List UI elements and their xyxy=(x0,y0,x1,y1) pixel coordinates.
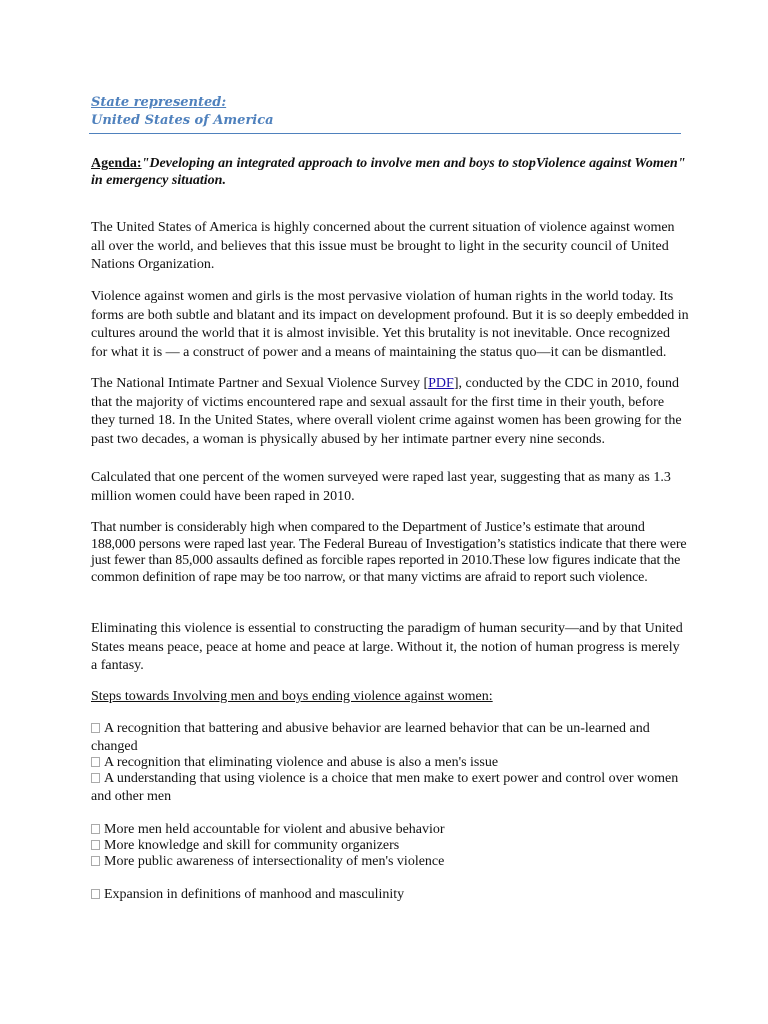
list-item-text: More knowledge and skill for community organizers xyxy=(104,838,400,853)
survey-text-start: The National Intimate Partner and Sexual Violence Survey [ xyxy=(91,376,429,391)
list-item xyxy=(91,854,689,870)
agenda xyxy=(91,155,691,189)
list-item-text: A recognition that eliminating violence and abuse is also a men's issue xyxy=(104,755,499,770)
paragraph-eliminating-violence: Eliminating this violence is essential to constructing the paradigm of human security—and by that United States means peace, peace at home and peace at large. Without it, the notion of human progress is merely a fantasy. xyxy=(91,621,683,673)
bullet-box-icon xyxy=(91,723,100,733)
bullet-box-icon xyxy=(91,773,100,783)
list-item xyxy=(91,770,689,806)
state-represented-label: State represented: xyxy=(91,95,227,110)
bullet-box-icon xyxy=(91,824,100,834)
paragraph-intro: The United States of America is highly concerned about the current situation of violence against women all over the world, and believes that this issue must be brought to light in the security council of United Nations Organization. xyxy=(91,220,675,272)
list-item xyxy=(91,838,689,854)
bullet-box-icon xyxy=(91,840,100,850)
bullet-box-icon xyxy=(91,889,100,899)
paragraph-survey xyxy=(91,375,689,449)
agenda-label: Agenda: xyxy=(91,156,142,171)
bullet-box-icon xyxy=(91,856,100,866)
list-item-text: More men held accountable for violent and abusive behavior xyxy=(104,822,445,837)
list-item xyxy=(91,720,689,756)
list-item-text: A recognition that battering and abusive behavior are learned behavior that can be un-learned and changed xyxy=(91,721,650,754)
survey-text-end: ], conducted by the CDC in 2010, found that the majority of victims encountered rape and sexual assault for the first time in their youth, before they turned 18. In the United States, where overall violent crime against women has been growing for the past two decades, a woman is physically abused by her intimate partner every nine seconds. xyxy=(91,376,682,447)
header-divider xyxy=(89,133,681,134)
pdf-link[interactable]: PDF xyxy=(428,376,454,391)
state-represented-value: United States of America xyxy=(91,113,274,128)
list-item-text: Expansion in definitions of manhood and masculinity xyxy=(104,887,405,902)
paragraph-one-percent: Calculated that one percent of the women surveyed were raped last year, suggesting that as many as 1.3 million women could have been raped in 2010. xyxy=(91,470,671,504)
paragraph-doj-estimate: That number is considerably high when compared to the Department of Justice’s estimate that around 188,000 persons were raped last year. The Federal Bureau of Investigation’s statistics indicate that there were just fewer than 85,000 assaults defined as forcible rapes reported in 2010.These low figures indicate that the common definition of rape may be too narrow, or that many victims are afraid to report such violence. xyxy=(91,520,687,585)
list-item xyxy=(91,822,689,838)
steps-heading: Steps towards Involving men and boys ending violence against women: xyxy=(91,689,493,704)
paragraph-violence-pervasive: Violence against women and girls is the most pervasive violation of human rights in the world today. Its forms are both subtle and blatant and its impact on development profound. But it is so deeply embedded in cultures around the world that it is almost invisible. Yet this brutality is not inevitable. Once recognized for what it is — a construct of power and a means of maintaining the status quo—it can be dismantled. xyxy=(91,289,689,360)
list-item-text: A understanding that using violence is a choice that men make to exert power and control over women and other men xyxy=(91,771,679,804)
list-item-text: More public awareness of intersectionality of men's violence xyxy=(104,854,445,869)
bullet-box-icon xyxy=(91,757,100,767)
list-item xyxy=(91,886,689,904)
agenda-text: "Developing an integrated approach to involve men and boys to stopViolence against Women" in emergency situation. xyxy=(91,156,686,188)
